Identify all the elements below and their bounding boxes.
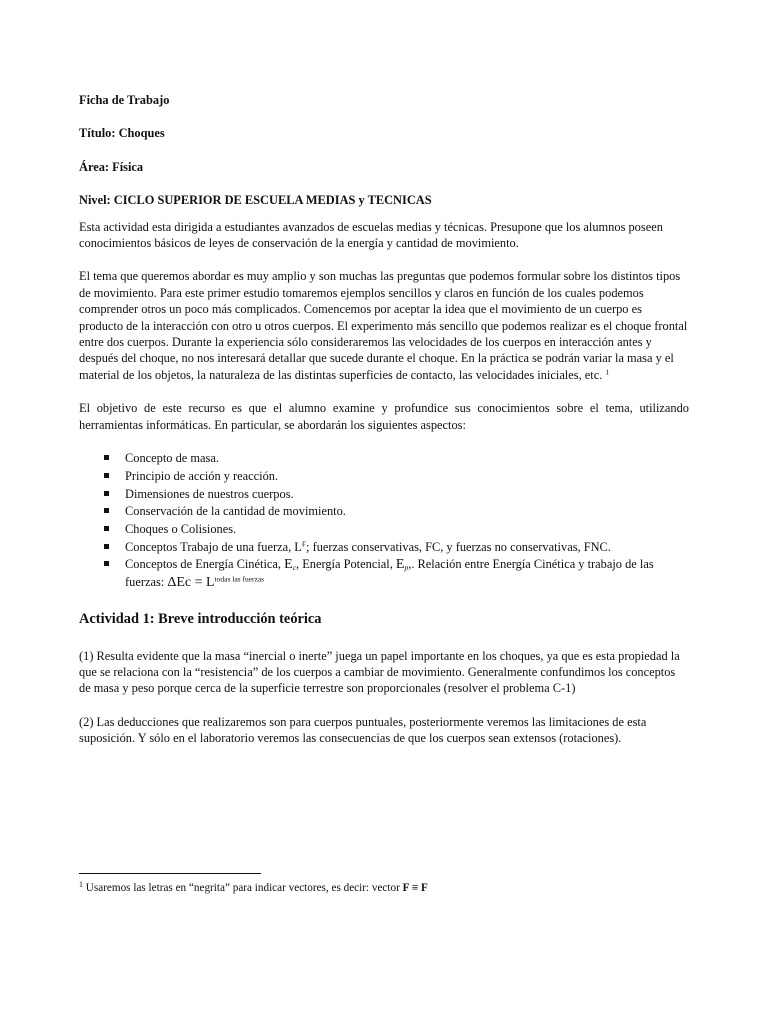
aspect-text: Conservación de la cantidad de movimiento. (125, 504, 346, 519)
list-item (79, 556, 689, 591)
aspect-text: , Energía Potencial, (296, 557, 396, 572)
list-item (79, 521, 689, 537)
kinetic-energy-symbol: E (284, 557, 293, 573)
aspect-text: Conceptos de Energía Cinética, (125, 557, 285, 572)
potential-subscript: p (404, 563, 409, 573)
actividad-paragraph-1: (1) Resulta evidente que la masa “inercial o inerte” juega un papel importante en los choques, ya que es esta propiedad la que se relaciona con la “resistencia” de los cuerpos a cambiar de movimiento. Generalmente confundimos los conceptos de masa y peso porque cerca de la superficie terrestre son proporcionales (resolver el problema C-1) (79, 648, 680, 696)
ficha-heading: Ficha de Trabajo (79, 93, 170, 107)
titulo-heading: Título: Choques (79, 126, 165, 141)
bullet-square-icon (104, 526, 109, 531)
aspect-text: ; fuerzas conservativas, FC, y fuerzas no conservativas, FNC. (306, 539, 611, 554)
bullet-square-icon (104, 455, 109, 460)
footnote-divider (79, 873, 261, 874)
footnote-number: 1 (79, 880, 83, 889)
actividad-title: Actividad 1: Breve introducción teórica (79, 611, 322, 628)
actividad-paragraph-2: (2) Las deducciones que realizaremos son para cuerpos puntuales, posteriormente veremos las limitaciones de esta suposición. Y sólo en el laboratorio veremos las consecuencias de que los cuerpos sean extensos (rotaciones). (79, 714, 647, 746)
work-superscript: F (301, 539, 307, 549)
document-body (79, 92, 689, 764)
bullet-square-icon (104, 473, 109, 478)
list-item (79, 503, 689, 519)
objetivo-paragraph: El objetivo de este recurso es que el alumno examine y profundice sus conocimientos sobre el tema, utilizando herramientas informáticas. En particular, se abordarán los siguientes aspectos: (79, 401, 689, 432)
aspect-text: Choques o Colisiones. (125, 521, 237, 536)
bullet-square-icon (104, 491, 109, 496)
footnote-ref: 1 (605, 367, 610, 377)
list-item (79, 486, 689, 502)
intro-paragraph: Esta actividad esta dirigida a estudiantes avanzados de escuelas medias y técnicas. Presupone que los alumnos poseen conocimientos básicos de leyes de conservación de la energía y cantidad de movimiento. (79, 219, 663, 251)
tema-text: El tema que queremos abordar es muy amplio y son muchas las preguntas que podemos formular sobre los distintos tipos de movimiento. Para este primer estudio tomaremos ejemplos sencillos y claros en función de los cuales podemos comprender otros un poco más complicados. Comencemos por aceptar la idea que el movimiento de un cuerpo es producto de la interacción con otro u otros cuerpos. El experimento más sencillo que podemos realizar es el choque frontal entre dos cuerpos. Durante la experiencia sólo consideraremos las velocidades de los cuerpos en interacción antes y después del choque, no nos interesará detallar que sucede durante el choque. En la práctica se podrán variar la masa y el material de los objetos, la naturaleza de las distintas superficies de contacto, las velocidades iniciales, etc. (79, 269, 688, 382)
footnote (79, 881, 689, 895)
footnote-text: Usaremos las letras en “negrita” para indicar vectores, es decir: vector (83, 882, 403, 894)
aspect-text: Conceptos Trabajo de una fuerza, L (125, 539, 302, 554)
nivel-heading: Nivel: CICLO SUPERIOR DE ESCUELA MEDIAS y TECNICAS (79, 193, 432, 208)
aspects-list (79, 450, 689, 591)
footnote-vector: F ≡ F (402, 882, 428, 894)
bullet-square-icon (104, 544, 109, 549)
kinetic-subscript: c (292, 563, 296, 573)
energy-work-formula: ΔEc = L (167, 574, 215, 590)
potential-energy-symbol: E (395, 557, 405, 573)
aspect-text: Principio de acción y reacción. (125, 468, 279, 483)
list-item (79, 468, 689, 484)
tema-paragraph (79, 268, 689, 383)
aspect-text: ,. Relación entre Energía Cinética y trabajo de las fuerzas: (125, 557, 654, 589)
aspect-text: Concepto de masa. (125, 451, 219, 466)
aspect-text: Dimensiones de nuestros cuerpos. (125, 486, 294, 501)
bullet-square-icon (104, 508, 109, 513)
list-item (79, 539, 689, 555)
list-item (79, 450, 689, 466)
formula-superscript: todas las fuerzas (214, 574, 265, 584)
area-heading: Área: Física (79, 159, 144, 174)
bullet-square-icon (104, 561, 109, 566)
